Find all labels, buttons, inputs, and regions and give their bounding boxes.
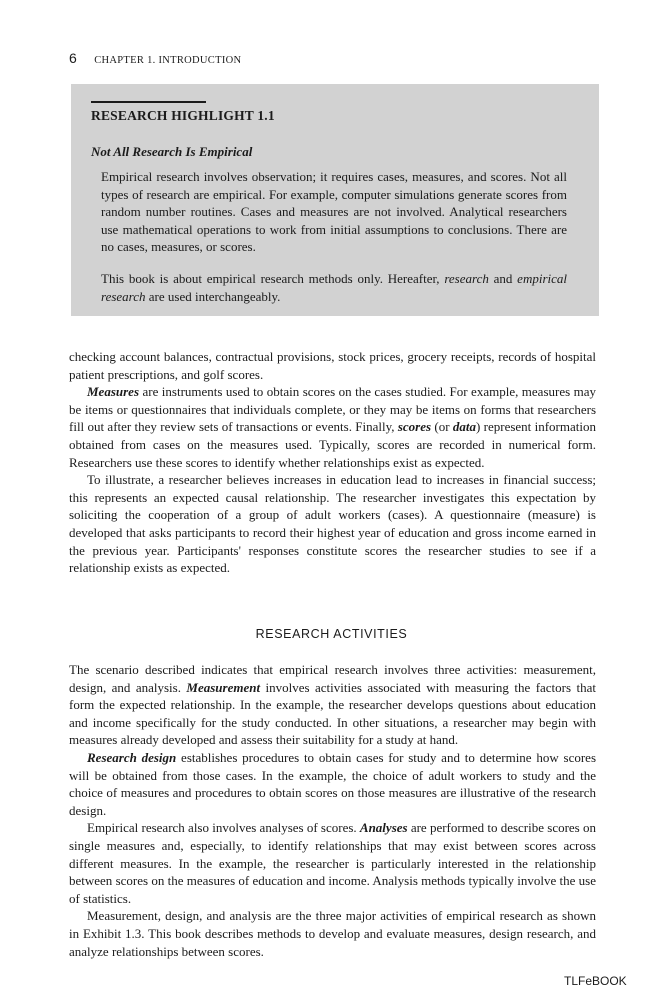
body-paragraph: checking account balances, contractual provisions, stock prices, grocery receipts, records of hospital patient prescriptions, and golf scores.: [69, 349, 596, 382]
highlight-title: RESEARCH HIGHLIGHT 1.1: [91, 108, 275, 123]
body-paragraph: Measurement, design, and analysis are the three major activities of empirical research as shown in Exhibit 1.3. This book describes methods to develop and evaluate measures, design research, and analyze relationships between scores.: [69, 908, 596, 959]
text-run: ) represent information obtained from cases on the measures used. Typically, scores are recorded in numerical form. Researchers use these scores to identify whether relationships exist as expected.: [69, 419, 596, 470]
term-data: data: [452, 419, 476, 435]
body-paragraph: [69, 819, 596, 907]
body-paragraph: [69, 383, 596, 471]
research-highlight-box: [71, 84, 599, 316]
term-measurement: Measurement: [186, 679, 261, 695]
highlight-rule: [91, 101, 206, 103]
body-paragraph: [69, 661, 596, 749]
text-run: This book is about empirical research methods only. Hereafter,: [101, 271, 445, 286]
highlight-paragraph-2: [101, 270, 567, 305]
italic-term-empirical-research: empirical research: [101, 271, 567, 304]
text-run: Empirical research also involves analyses of scores.: [87, 820, 360, 836]
body-paragraph: [69, 749, 596, 819]
text-run: are performed to describe scores on single measures and, especially, to identify relationships that may exist between scores across different measures. In the example, the researcher is particularly interested in the relationship between scores on the measures of education and income. Analysis methods typically involve the use of statistics.: [69, 820, 596, 906]
body-paragraph: To illustrate, a researcher believes increases in education lead to increases in financial success; this represents an expected causal relationship. The researcher investigates this expectation by soliciting the cooperation of a group of adult workers (cases). A questionnaire (measure) is developed that asks participants to record their highest year of education and gross income earned in the previous year. Participants' responses constitute scores the researcher studies to see if a relationship exists as expected.: [69, 472, 596, 576]
term-scores: scores: [397, 419, 432, 435]
highlight-paragraph-1: Empirical research involves observation; it requires cases, measures, and scores. Not all types of research are empirical. For example, computer simulations generate scores from random number routines. Cases and measures are not involved. Analytical researchers use mathematical operations to work from initial assumptions to conclusions. There are no cases, measures, or scores.: [101, 169, 567, 255]
watermark: TLFeBOOK: [564, 974, 627, 988]
page-number: 6: [69, 50, 77, 66]
text-run: and: [488, 271, 518, 286]
text-run: establishes procedures to obtain cases for study and to determine how scores will be obtained from those cases. In the example, the choice of adult workers to study and the choice of measures and procedures to obtain scores on those measures are illustrative of the research design.: [69, 749, 597, 818]
text-run: are instruments used to obtain scores on the cases studied. For example, measures may be items or questionnaires that individuals complete, or they may be items on forms that researchers fill out after they review sets of transactions or events. Finally,: [69, 384, 596, 435]
term-research-design: Research design: [87, 749, 177, 765]
body-text-block-1: [69, 348, 596, 577]
running-head: [69, 50, 241, 67]
text-run: are used interchangeably.: [145, 288, 281, 304]
text-run: The scenario described indicates that empirical research involves three activities: measurement, design, and analysis.: [69, 662, 596, 695]
text-run: involves activities associated with measuring the factors that form the expected relationship. In the example, the researcher develops questions about education and income specifically for the study conducted. In other situations, a researcher may begin with measures already developed and assess their suitability for a study at hand.: [69, 679, 596, 748]
term-analyses: Analyses: [359, 820, 408, 836]
section-heading: RESEARCH ACTIVITIES: [255, 627, 408, 641]
text-run: (or: [431, 419, 453, 435]
italic-term-research: research: [444, 271, 489, 286]
body-text-block-2: [69, 661, 596, 960]
highlight-subtitle: Not All Research Is Empirical: [91, 144, 253, 159]
chapter-title: CHAPTER 1. INTRODUCTION: [94, 55, 242, 66]
term-measures: Measures: [87, 384, 140, 400]
